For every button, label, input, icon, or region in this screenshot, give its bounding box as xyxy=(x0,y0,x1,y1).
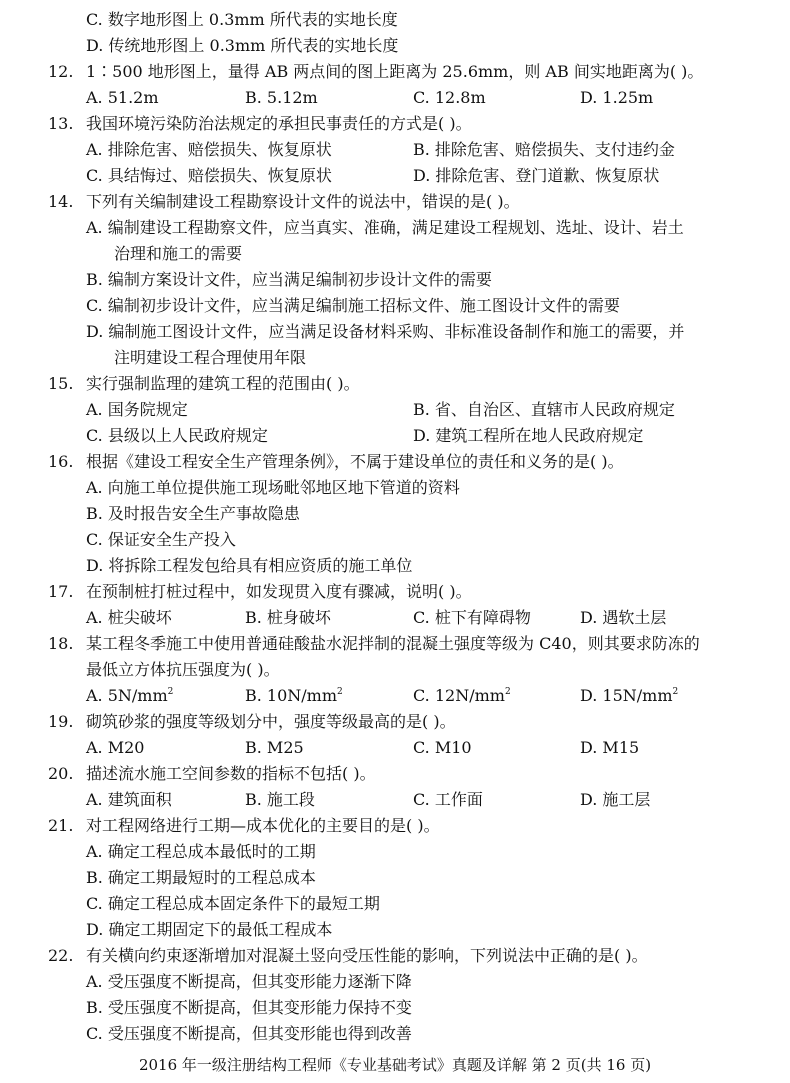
question-number: 18. xyxy=(48,634,74,653)
option-d: D. 1.25m xyxy=(580,88,654,107)
option-a: A. M20 xyxy=(86,738,145,757)
option-d: D. 排除危害、登门道歉、恢复原状 xyxy=(413,166,660,185)
option-c xyxy=(413,684,511,708)
question-text: 描述流水施工空间参数的指标不包括( )。 xyxy=(86,764,376,783)
option-text: D. 传统地形图上 0.3mm 所代表的实地长度 xyxy=(86,36,399,55)
question-text: 在预制桩打桩过程中，如发现贯入度有骤减，说明( )。 xyxy=(86,582,472,601)
page-footer: 2016 年一级注册结构工程师《专业基础考试》真题及详解 第 2 页(共 16 页) xyxy=(138,1056,652,1074)
option-a-text: A. 5N/mm xyxy=(86,686,168,705)
option-a: A. 确定工程总成本最低时的工期 xyxy=(86,842,316,861)
option-b: B. 编制方案设计文件，应当满足编制初步设计文件的需要 xyxy=(86,270,492,289)
option-b: B. 5.12m xyxy=(245,88,318,107)
option-d-continuation: 注明建设工程合理使用年限 xyxy=(114,348,307,367)
option-c: C. 编制初步设计文件，应当满足编制施工招标文件、施工图设计文件的需要 xyxy=(86,296,620,315)
option-d: D. 编制施工图设计文件，应当满足设备材料采购、非标准设备制作和施工的需要，并 xyxy=(86,322,685,341)
option-c: C. 受压强度不断提高，但其变形能也得到改善 xyxy=(86,1024,412,1043)
superscript: 2 xyxy=(672,687,679,697)
superscript: 2 xyxy=(504,687,511,697)
question-number: 19. xyxy=(48,712,74,731)
option-a xyxy=(86,684,173,708)
option-b: B. 省、自治区、直辖市人民政府规定 xyxy=(413,400,675,419)
option-c: C. 保证安全生产投入 xyxy=(86,530,236,549)
option-a: A. 建筑面积 xyxy=(86,790,172,809)
option-c: C. 县级以上人民政府规定 xyxy=(86,426,268,445)
question-text-continuation: 最低立方体抗压强度为( )。 xyxy=(86,660,280,679)
option-c: C. M10 xyxy=(413,738,472,757)
option-d: D. 将拆除工程发包给具有相应资质的施工单位 xyxy=(86,556,413,575)
option-d xyxy=(580,684,678,708)
question-number: 12. xyxy=(48,62,74,81)
question-number: 20. xyxy=(48,764,74,783)
option-c: C. 具结悔过、赔偿损失、恢复原状 xyxy=(86,166,332,185)
option-b-text: B. 10N/mm xyxy=(245,686,338,705)
option-a-continuation: 治理和施工的需要 xyxy=(114,244,243,263)
option-b: B. M25 xyxy=(245,738,304,757)
option-text: C. 数字地形图上 0.3mm 所代表的实地长度 xyxy=(86,10,398,29)
option-d: D. 施工层 xyxy=(580,790,651,809)
question-text: 我国环境污染防治法规定的承担民事责任的方式是( )。 xyxy=(86,114,472,133)
option-d: D. 建筑工程所在地人民政府规定 xyxy=(413,426,644,445)
question-text: 有关横向约束逐渐增加对混凝土竖向受压性能的影响，下列说法中正确的是( )。 xyxy=(86,946,648,965)
superscript: 2 xyxy=(167,687,174,697)
option-b: B. 受压强度不断提高，但其变形能力保持不变 xyxy=(86,998,412,1017)
option-a: A. 排除危害、赔偿损失、恢复原状 xyxy=(86,140,332,159)
option-d: D. 遇软土层 xyxy=(580,608,667,627)
option-c: C. 12.8m xyxy=(413,88,486,107)
question-number: 17. xyxy=(48,582,74,601)
option-a: A. 51.2m xyxy=(86,88,159,107)
question-number: 13. xyxy=(48,114,74,133)
option-d-text: D. 15N/mm xyxy=(580,686,673,705)
option-a: A. 桩尖破坏 xyxy=(86,608,172,627)
option-a: A. 向施工单位提供施工现场毗邻地区地下管道的资料 xyxy=(86,478,460,497)
option-a: A. 受压强度不断提高，但其变形能力逐渐下降 xyxy=(86,972,412,991)
question-text: 实行强制监理的建筑工程的范围由( )。 xyxy=(86,374,360,393)
option-c: C. 确定工程总成本固定条件下的最短工期 xyxy=(86,894,380,913)
question-number: 14. xyxy=(48,192,74,211)
question-text: 某工程冬季施工中使用普通硅酸盐水泥拌制的混凝土强度等级为 C40，则其要求防冻的 xyxy=(86,634,700,653)
question-number: 16. xyxy=(48,452,74,471)
option-b: B. 确定工期最短时的工程总成本 xyxy=(86,868,316,887)
option-b: B. 排除危害、赔偿损失、支付违约金 xyxy=(413,140,675,159)
option-c: C. 工作面 xyxy=(413,790,483,809)
option-b: B. 及时报告安全生产事故隐患 xyxy=(86,504,300,523)
option-d: D. 确定工期固定下的最低工程成本 xyxy=(86,920,333,939)
option-c-text: C. 12N/mm xyxy=(413,686,505,705)
question-text: 下列有关编制建设工程勘察设计文件的说法中，错误的是( )。 xyxy=(86,192,520,211)
option-c: C. 桩下有障碍物 xyxy=(413,608,531,627)
question-text: 砌筑砂浆的强度等级划分中，强度等级最高的是( )。 xyxy=(86,712,456,731)
superscript: 2 xyxy=(337,687,343,697)
question-text: 根据《建设工程安全生产管理条例》，不属于建设单位的责任和义务的是( )。 xyxy=(86,452,624,471)
question-number: 21. xyxy=(48,816,74,835)
question-number: 22. xyxy=(48,946,74,965)
question-number: 15. xyxy=(48,374,74,393)
option-a: A. 国务院规定 xyxy=(86,400,188,419)
option-b: B. 施工段 xyxy=(245,790,315,809)
option-d: D. M15 xyxy=(580,738,640,757)
question-text: 对工程网络进行工期—成本优化的主要目的是( )。 xyxy=(86,816,440,835)
question-text: 1∶500 地形图上，量得 AB 两点间的图上距离为 25.6mm，则 AB 间实地距离为( )。 xyxy=(86,62,704,81)
option-b xyxy=(245,684,343,708)
option-b: B. 桩身破坏 xyxy=(245,608,331,627)
option-a: A. 编制建设工程勘察文件，应当真实、准确，满足建设工程规划、选址、设计、岩土 xyxy=(86,218,684,237)
